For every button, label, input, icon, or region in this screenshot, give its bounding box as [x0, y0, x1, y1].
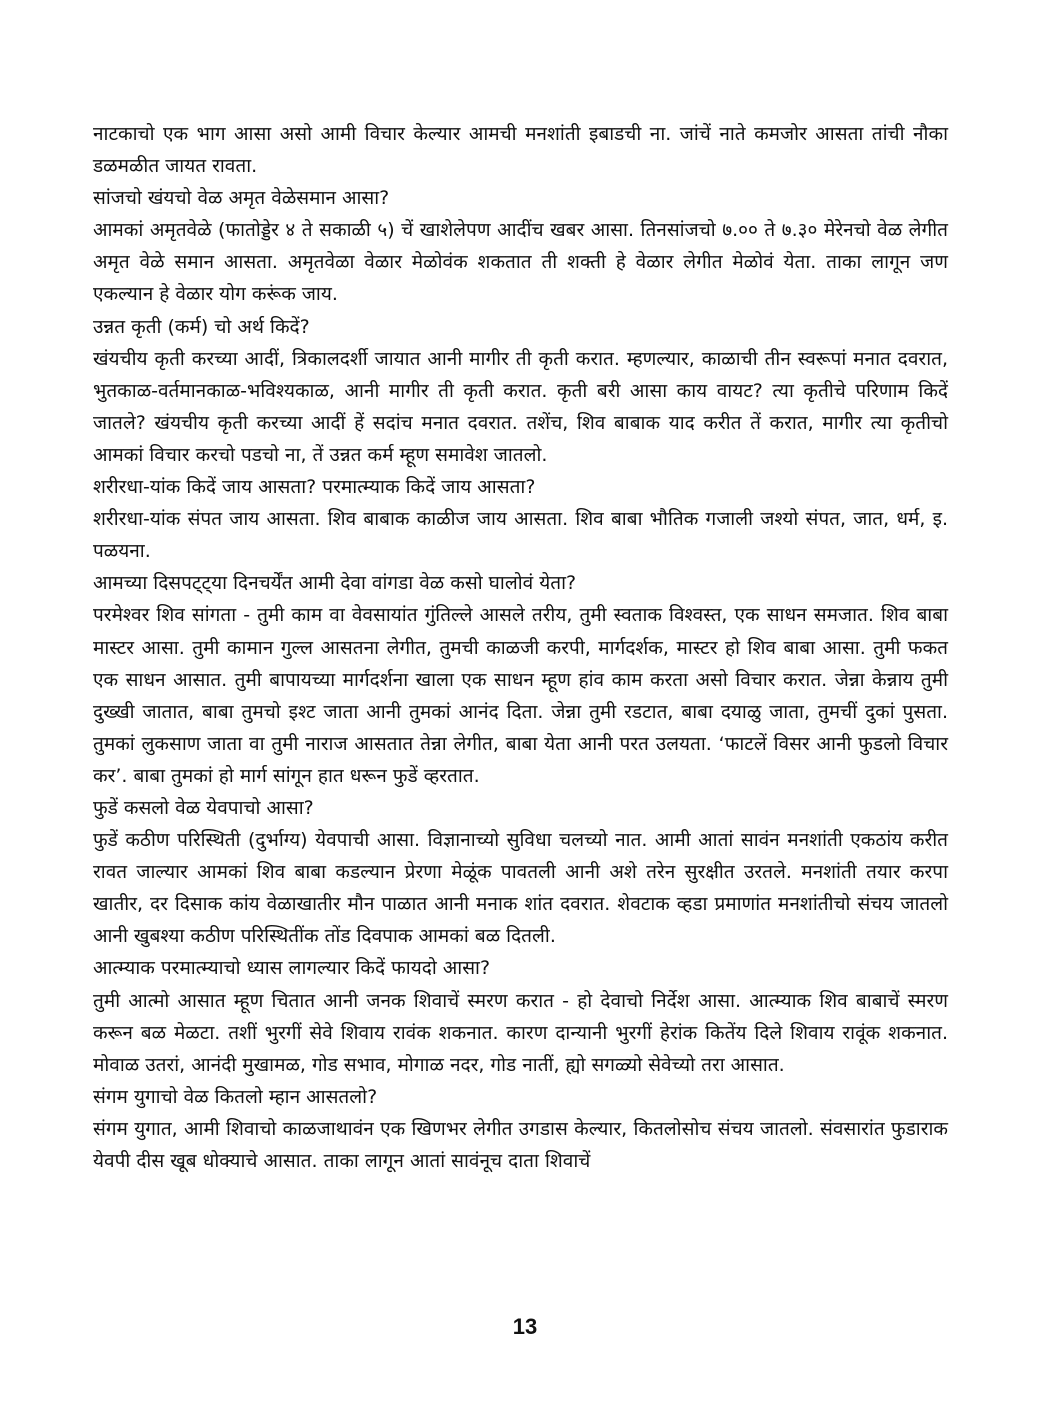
question-heading: उन्नत कृती (कर्म) चो अर्थ किदें? [93, 315, 310, 338]
answer-paragraph: तुमी आत्मो आसात म्हूण चितात आनी जनक शिवाचें स्मरण करात - हो देवाचो निर्देश आसा. आत्म्याक शिव बाबाचें स्मरण करून बळ मेळटा. तशीं भुरगीं सेवे शिवाय रावंक शकनात. कारण दान्यानी भुरगीं हेरांक कितेंय दिले शिवाय रावूंक शकनात. मोवाळ उतरां, आनंदी मुखामळ, गोड सभाव, मोगाळ नदर, गोड नातीं, ह्यो सगळ्यो सेवेच्यो तरा आसात. [93, 989, 948, 1076]
question-heading: संगम युगाचो वेळ कितलो म्हान आसतलो? [93, 1085, 378, 1108]
answer-paragraph: परमेश्वर शिव सांगता - तुमी काम वा वेवसायांत गुंतिल्ले आसले तरीय, तुमी स्वताक विश्वस्त, एक साधन समजात. शिव बाबा मास्टर आसा. तुमी कामान गुल्ल आसतना लेगीत, तुमची काळजी करपी, मार्गदर्शक, मास्टर हो शिव बाबा आसा. तुमी फकत एक साधन आसात. तुमी बापायच्या मार्गदर्शना खाला एक साधन म्हूण हांव काम करता असो विचार करात. जेन्ना केन्नाय तुमी दुख्खी जातात, बाबा तुमचो इश्ट जाता आनी तुमकां आनंद दिता. जेन्ना तुमी रडटात, बाबा दयाळु जाता, तुमचीं दुकां पुसता. तुमकां लुकसाण जाता वा तुमी नाराज आसतात तेन्ना लेगीत, बाबा येता आनी परत उलयता. ‘फाटलें विसर आनी फुडलो विचार कर’. बाबा तुमकां हो मार्ग सांगून हात धरून फुडें व्हरतात. [93, 604, 948, 787]
question-heading: सांजचो खंयचो वेळ अमृत वेळेसमान आसा? [93, 187, 390, 210]
answer-paragraph: संगम युगात, आमी शिवाचो काळजाथावंन एक खिणभर लेगीत उगडास केल्यार, कितलोसोच संचय जातलो. संवसारांत फुडाराक येवपी दीस खूब धोक्याचे आसात. ताका लागून आतां सावंनूच दाता शिवाचें [93, 1117, 948, 1172]
answer-paragraph: आमकां अमृतवेळे (फातोड्डेर ४ ते सकाळी ५) चें खाशेलेपण आदींच खबर आसा. तिनसांजचो ७.०० ते ७.३० मेरेनचो वेळ लेगीत अमृत वेळे समान आसता. अमृतवेळा वेळार मेळोवंक शकतात ती शक्ती हे वेळार लेगीत मेळोवं येता. ताका लागून जण एकल्यान हे वेळार योग करूंक जाय. [93, 219, 948, 306]
answer-paragraph: शरीरधा-यांक संपत जाय आसता. शिव बाबाक काळीज जाय आसता. शिव बाबा भौतिक गजाली जश्यो संपत, जात, धर्म, इ. पळयना. [93, 508, 948, 563]
question-heading: आत्म्याक परमात्म्याचो ध्यास लागल्यार किदें फायदो आसा? [93, 957, 491, 980]
question-heading: फुडें कसलो वेळ येवपाचो आसा? [93, 796, 314, 819]
answer-paragraph: खंयचीय कृती करच्या आदीं, त्रिकालदर्शी जायात आनी मागीर ती कृती करात. म्हणल्यार, काळाची तीन स्वरूपां मनात दवरात, भुतकाळ-वर्तमानकाळ-भविश्यकाळ, आनी मागीर ती कृती करात. कृती बरी आसा काय वायट? त्या कृतीचे परिणाम किदें जातले? खंयचीय कृती करच्या आदीं हें सदांच मनात दवरात. तशेंच, शिव बाबाक याद करीत तें करात, मागीर त्या कृतीचो आमकां विचार करचो पडचो ना, तें उन्नत कर्म म्हूण समावेश जातलो. [93, 347, 948, 466]
answer-paragraph: फुडें कठीण परिस्थिती (दुर्भाग्य) येवपाची आसा. विज्ञानाच्यो सुविधा चलच्यो नात. आमी आतां सावंन मनशांती एकठांय करीत रावत जाल्यार आमकां शिव बाबा कडल्यान प्रेरणा मेळूंक पावतली आनी अशे तरेन सुरक्षीत उरतले. मनशांती तयार करपा खातीर, दर दिसाक कांय वेळाखातीर मौन पाळात आनी मनाक शांत दवरात. शेवटाक व्हडा प्रमाणांत मनशांतीचो संचय जातलो आनी खुबश्या कठीण परिस्थितींक तोंड दिवपाक आमकां बळ दितली. [93, 829, 948, 948]
question-heading: आमच्या दिसपट्ट्या दिनचर्येंत आमी देवा वांगडा वेळ कसो घालोवं येता? [93, 572, 577, 595]
paragraph: नाटकाचो एक भाग आसा असो आमी विचार केल्यार आमची मनशांती इबाडची ना. जांचें नाते कमजोर आसता तांची नौका डळमळीत जायत रावता. [93, 123, 948, 178]
question-heading: शरीरधा-यांक किदें जाय आसता? परमात्म्याक किदें जाय आसता? [93, 476, 536, 499]
page-number: 13 [512, 1314, 538, 1339]
body-text [93, 118, 948, 1177]
